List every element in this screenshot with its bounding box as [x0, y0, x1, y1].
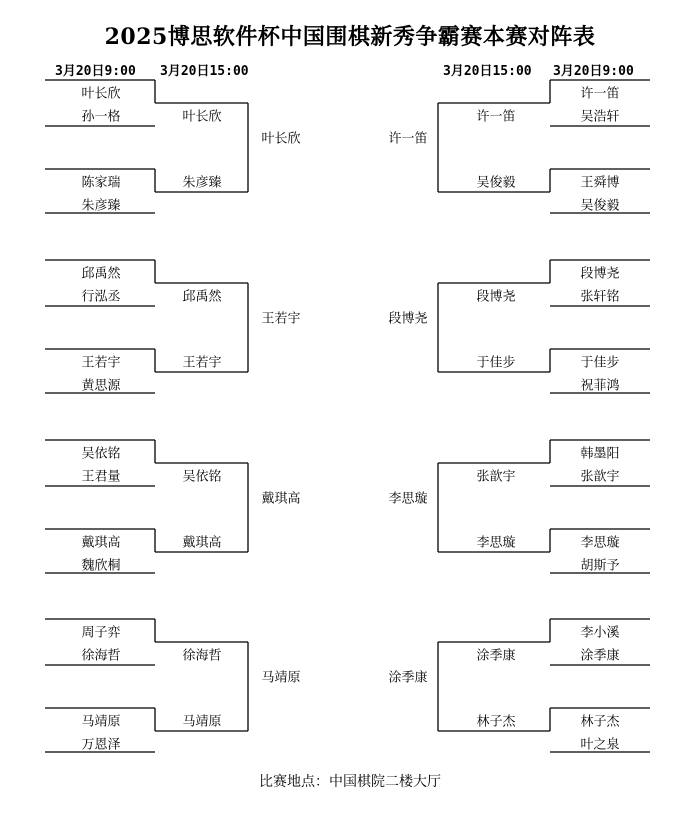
left-r1-name: 魏欣桐	[81, 558, 121, 574]
left-r1-name: 周子弈	[81, 625, 121, 641]
left-r3-name: 王若宇	[261, 311, 301, 327]
left-r3-name: 马靖原	[261, 670, 301, 686]
left-r1-name: 黄思源	[81, 378, 121, 394]
right-r1-name: 祝菲鸿	[580, 378, 620, 394]
left-r3-name: 叶长欣	[261, 131, 301, 147]
page-title: 2025博思软件杯中国围棋新秀争霸赛本赛对阵表	[104, 24, 596, 50]
left-r2-name: 马靖原	[182, 714, 222, 730]
right-r2-name: 涂季康	[476, 648, 516, 664]
right-r2-name: 张歆宇	[476, 469, 516, 485]
left-r2-name: 邱禹然	[182, 289, 222, 305]
header-right-round2: 3月20日15:00	[443, 64, 532, 79]
right-r3-name: 涂季康	[388, 670, 428, 686]
right-r1-name: 许一笛	[580, 86, 620, 102]
right-r2-name: 吴俊毅	[476, 175, 516, 191]
right-r1-name: 胡斯予	[580, 558, 620, 574]
right-r1-name: 林子杰	[580, 714, 620, 730]
right-r3-name: 李思璇	[388, 491, 428, 507]
right-r1-name: 韩墨阳	[580, 446, 620, 462]
left-r1-name: 叶长欣	[81, 86, 121, 102]
right-r3-name: 段博尧	[388, 311, 428, 327]
left-r2-name: 吴依铭	[182, 469, 222, 485]
header-left-round2: 3月20日15:00	[160, 64, 249, 79]
right-r1-name: 涂季康	[580, 648, 620, 664]
right-r1-name: 张轩铭	[580, 289, 620, 305]
left-r1-name: 陈家瑞	[81, 175, 121, 191]
left-r2-name: 徐海哲	[182, 648, 222, 664]
left-r1-name: 戴琪高	[81, 535, 121, 551]
left-r1-name: 吴依铭	[81, 446, 121, 462]
right-r1-name: 李思璇	[580, 535, 620, 551]
left-r1-name: 王若宇	[81, 355, 121, 371]
left-r1-name: 朱彦臻	[81, 198, 121, 214]
right-r2-name: 林子杰	[476, 714, 516, 730]
left-r1-name: 邱禹然	[81, 266, 121, 282]
left-r1-name: 孙一格	[81, 109, 121, 125]
header-left-round1: 3月20日9:00	[55, 64, 136, 79]
left-r1-name: 王君量	[81, 469, 121, 485]
right-r1-name: 段博尧	[580, 266, 620, 282]
right-r1-name: 于佳步	[580, 355, 620, 371]
right-r1-name: 吴俊毅	[580, 198, 620, 214]
right-r1-name: 张歆宇	[580, 469, 620, 485]
right-r2-name: 李思璇	[476, 535, 516, 551]
left-r1-name: 徐海哲	[81, 648, 121, 664]
left-r2-name: 王若宇	[182, 355, 222, 371]
right-r1-name: 吴浩轩	[580, 109, 620, 125]
right-r2-name: 许一笛	[476, 109, 516, 125]
right-r1-name: 叶之泉	[580, 737, 620, 753]
right-r2-name: 段博尧	[476, 289, 516, 305]
left-r2-name: 叶长欣	[182, 109, 222, 125]
venue-text: 比赛地点：中国棋院二楼大厅	[259, 774, 441, 790]
right-r2-name: 于佳步	[476, 355, 516, 371]
left-r1-name: 行泓丞	[81, 289, 121, 305]
left-r1-name: 万恩泽	[81, 737, 121, 753]
left-r1-name: 马靖原	[81, 714, 121, 730]
right-r1-name: 王舜博	[580, 175, 620, 191]
right-r1-name: 李小溪	[580, 625, 620, 641]
left-r2-name: 朱彦臻	[182, 175, 222, 191]
right-r3-name: 许一笛	[388, 131, 428, 147]
header-right-round1: 3月20日9:00	[553, 64, 634, 79]
left-r2-name: 戴琪高	[182, 535, 222, 551]
left-r3-name: 戴琪高	[261, 491, 301, 507]
